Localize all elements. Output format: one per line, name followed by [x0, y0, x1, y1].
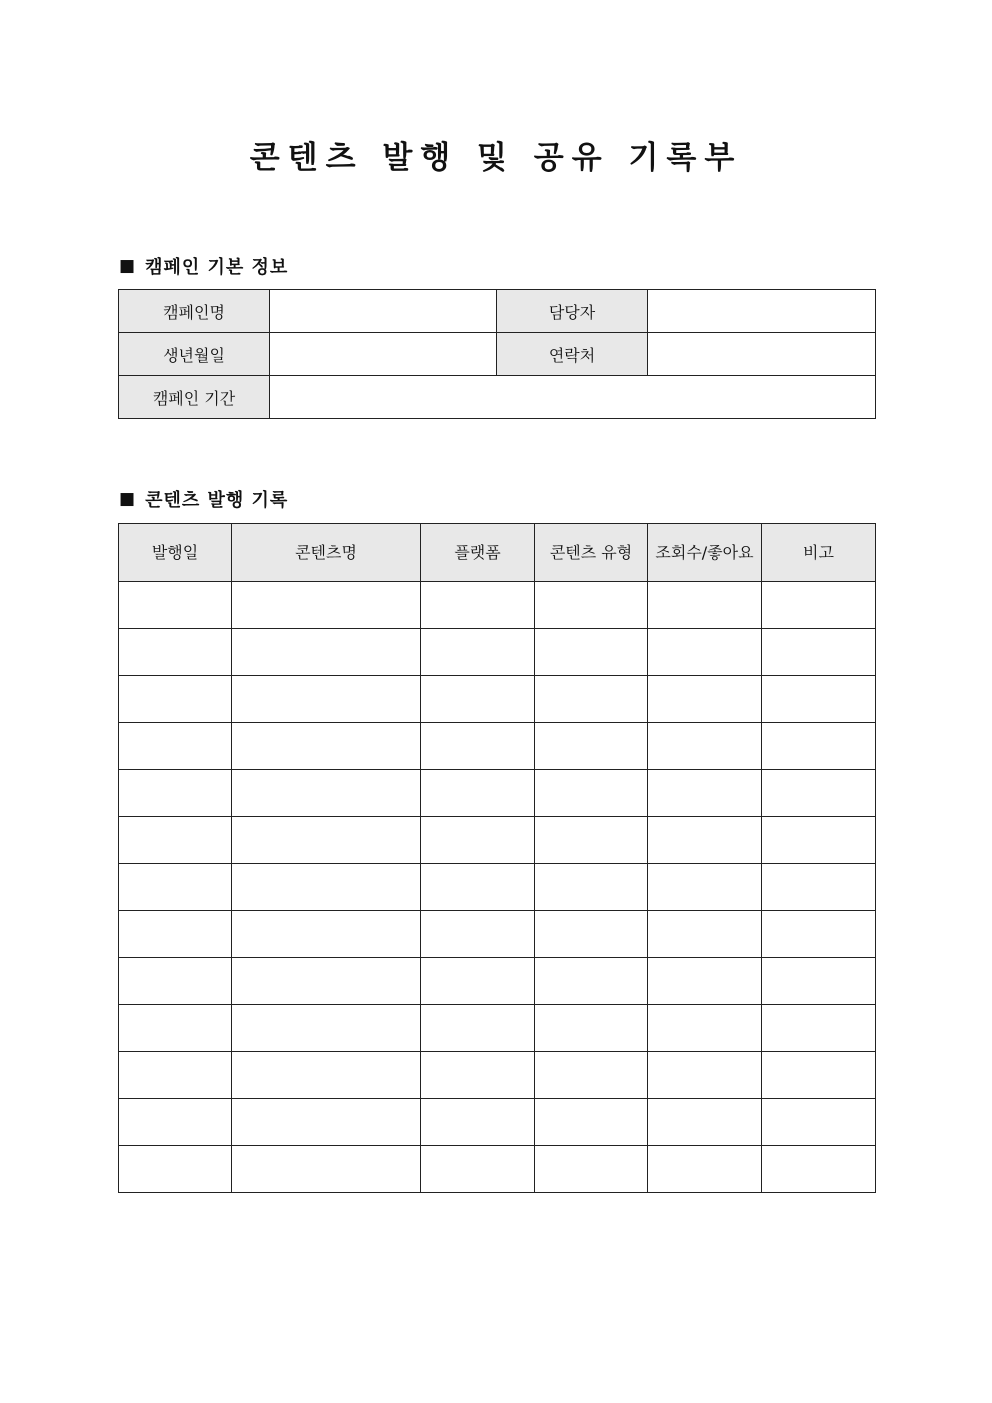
contact-label: 연락처 [497, 333, 648, 376]
content-type-cell[interactable] [535, 817, 648, 864]
content-type-cell[interactable] [535, 911, 648, 958]
campaign-name-field[interactable] [270, 290, 497, 333]
table-row [119, 770, 876, 817]
publish-date-cell[interactable] [119, 1146, 232, 1193]
col-header-views-likes: 조회수/좋아요 [648, 524, 762, 582]
content-type-cell[interactable] [535, 770, 648, 817]
campaign-info-heading [119, 253, 288, 279]
content-type-cell[interactable] [535, 676, 648, 723]
content-name-cell[interactable] [232, 723, 421, 770]
platform-cell[interactable] [421, 1099, 535, 1146]
content-log-heading-label: 콘텐츠 발행 기록 [145, 490, 289, 511]
platform-cell[interactable] [421, 817, 535, 864]
square-bullet-icon: ■ [119, 489, 137, 509]
contact-field[interactable] [648, 333, 876, 376]
content-type-cell[interactable] [535, 582, 648, 629]
content-type-cell[interactable] [535, 1005, 648, 1052]
table-row [119, 1099, 876, 1146]
content-name-cell[interactable] [232, 958, 421, 1005]
platform-cell[interactable] [421, 723, 535, 770]
content-name-cell[interactable] [232, 1099, 421, 1146]
col-header-remarks: 비고 [762, 524, 876, 582]
publish-date-cell[interactable] [119, 582, 232, 629]
views-likes-cell[interactable] [648, 958, 762, 1005]
col-header-platform: 플랫폼 [421, 524, 535, 582]
platform-cell[interactable] [421, 582, 535, 629]
campaign-period-field[interactable] [270, 376, 876, 419]
content-log-body [119, 582, 876, 1193]
publish-date-cell[interactable] [119, 864, 232, 911]
content-name-cell[interactable] [232, 770, 421, 817]
table-row [119, 1005, 876, 1052]
views-likes-cell[interactable] [648, 582, 762, 629]
publish-date-cell[interactable] [119, 817, 232, 864]
table-row [119, 1052, 876, 1099]
birth-date-field[interactable] [270, 333, 497, 376]
col-header-content-name: 콘텐츠명 [232, 524, 421, 582]
views-likes-cell[interactable] [648, 629, 762, 676]
platform-cell[interactable] [421, 1005, 535, 1052]
publish-date-cell[interactable] [119, 770, 232, 817]
content-name-cell[interactable] [232, 864, 421, 911]
remarks-cell[interactable] [762, 770, 876, 817]
table-row [119, 723, 876, 770]
publish-date-cell[interactable] [119, 1099, 232, 1146]
page-title: 콘텐츠 발행 및 공유 기록부 [249, 140, 743, 176]
content-name-cell[interactable] [232, 1146, 421, 1193]
content-name-cell[interactable] [232, 629, 421, 676]
remarks-cell[interactable] [762, 958, 876, 1005]
content-type-cell[interactable] [535, 723, 648, 770]
campaign-info-heading-label: 캠페인 기본 정보 [145, 257, 289, 278]
platform-cell[interactable] [421, 958, 535, 1005]
remarks-cell[interactable] [762, 629, 876, 676]
campaign-name-label: 캠페인명 [119, 290, 270, 333]
remarks-cell[interactable] [762, 1005, 876, 1052]
campaign-period-label: 캠페인 기간 [119, 376, 270, 419]
table-row [119, 676, 876, 723]
table-row [119, 817, 876, 864]
square-bullet-icon: ■ [119, 256, 137, 276]
table-row [119, 582, 876, 629]
content-type-cell[interactable] [535, 1146, 648, 1193]
manager-field[interactable] [648, 290, 876, 333]
platform-cell[interactable] [421, 864, 535, 911]
remarks-cell[interactable] [762, 911, 876, 958]
remarks-cell[interactable] [762, 582, 876, 629]
views-likes-cell[interactable] [648, 770, 762, 817]
platform-cell[interactable] [421, 1052, 535, 1099]
publish-date-cell[interactable] [119, 1052, 232, 1099]
table-row [119, 1146, 876, 1193]
views-likes-cell[interactable] [648, 1052, 762, 1099]
content-name-cell[interactable] [232, 1052, 421, 1099]
remarks-cell[interactable] [762, 817, 876, 864]
platform-cell[interactable] [421, 911, 535, 958]
campaign-info-table [118, 289, 876, 419]
content-name-cell[interactable] [232, 911, 421, 958]
publish-date-cell[interactable] [119, 1005, 232, 1052]
content-type-cell[interactable] [535, 958, 648, 1005]
views-likes-cell[interactable] [648, 1005, 762, 1052]
views-likes-cell[interactable] [648, 1146, 762, 1193]
views-likes-cell[interactable] [648, 723, 762, 770]
publish-date-cell[interactable] [119, 911, 232, 958]
content-name-cell[interactable] [232, 1005, 421, 1052]
remarks-cell[interactable] [762, 1099, 876, 1146]
content-name-cell[interactable] [232, 817, 421, 864]
col-header-publish-date: 발행일 [119, 524, 232, 582]
table-row [119, 864, 876, 911]
remarks-cell[interactable] [762, 864, 876, 911]
publish-date-cell[interactable] [119, 629, 232, 676]
platform-cell[interactable] [421, 1146, 535, 1193]
table-header-row [119, 524, 876, 582]
content-type-cell[interactable] [535, 629, 648, 676]
content-name-cell[interactable] [232, 582, 421, 629]
content-type-cell[interactable] [535, 1099, 648, 1146]
table-row [119, 290, 876, 333]
table-row [119, 333, 876, 376]
remarks-cell[interactable] [762, 723, 876, 770]
platform-cell[interactable] [421, 770, 535, 817]
views-likes-cell[interactable] [648, 817, 762, 864]
views-likes-cell[interactable] [648, 864, 762, 911]
remarks-cell[interactable] [762, 676, 876, 723]
remarks-cell[interactable] [762, 1052, 876, 1099]
content-type-cell[interactable] [535, 1052, 648, 1099]
views-likes-cell[interactable] [648, 1099, 762, 1146]
table-row [119, 958, 876, 1005]
table-row [119, 911, 876, 958]
publish-date-cell[interactable] [119, 676, 232, 723]
remarks-cell[interactable] [762, 1146, 876, 1193]
manager-label: 담당자 [497, 290, 648, 333]
table-row [119, 629, 876, 676]
birth-date-label: 생년월일 [119, 333, 270, 376]
table-row [119, 376, 876, 419]
platform-cell[interactable] [421, 629, 535, 676]
views-likes-cell[interactable] [648, 911, 762, 958]
col-header-content-type: 콘텐츠 유형 [535, 524, 648, 582]
content-log-table [118, 523, 876, 1193]
content-log-heading [119, 486, 288, 512]
publish-date-cell[interactable] [119, 723, 232, 770]
views-likes-cell[interactable] [648, 676, 762, 723]
content-name-cell[interactable] [232, 676, 421, 723]
platform-cell[interactable] [421, 676, 535, 723]
content-type-cell[interactable] [535, 864, 648, 911]
publish-date-cell[interactable] [119, 958, 232, 1005]
